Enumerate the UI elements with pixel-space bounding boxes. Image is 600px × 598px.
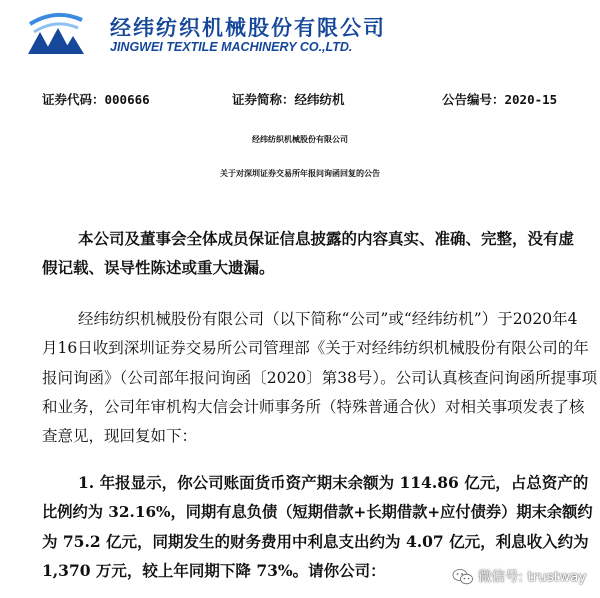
wechat-icon: [452, 568, 474, 586]
document-title-company: 经纬纺织机械股份有限公司: [252, 134, 348, 144]
body-line-1: 经纬纺织机械股份有限公司（以下简称“公司”或“经纬纺机”）于2020年4: [78, 310, 578, 328]
body-line-4: 和业务，公司年审机构大信会计师事务所（特殊普通合伙）对相关事项发表了核: [42, 398, 585, 416]
body-line-5: 查意见，现回复如下：: [42, 427, 198, 445]
question-line-2: 比例约为 32.16%，同期有息负债（短期借款+长期借款+应付债券）期末余额约: [42, 503, 593, 521]
question-line-4: 1,370 万元，较上年同期下降 73%。请你公司：: [42, 561, 386, 580]
wechat-watermark: [452, 565, 586, 587]
body-line-2: 月16日收到深圳证券交易所公司管理部《关于对经纬纺织机械股份有限公司的年: [42, 339, 589, 357]
stock-code: 证券代码：000666: [42, 92, 150, 107]
statement-line-1: 本公司及董事会全体成员保证信息披露的内容真实、准确、完整，没有虚: [78, 229, 575, 248]
company-name-cn: 经纬纺织机械股份有限公司: [110, 16, 386, 40]
question-line-1: 1. 年报显示，你公司账面货币资产期末余额为 114.86 亿元，占总资产的: [78, 473, 589, 492]
stock-name: 证券简称：经纬纺机: [232, 92, 345, 107]
watermark-text: 微信号: trustway: [478, 569, 587, 585]
document-title-subject: 关于对深圳证券交易所年报问询函回复的公告: [220, 168, 380, 178]
company-name-en: JINGWEI TEXTILE MACHINERY CO.,LTD.: [110, 40, 353, 54]
question-line-3: 为 75.2 亿元，同期发生的财务费用中利息支出约为 4.07 亿元，利息收入约为: [42, 532, 589, 551]
statement-line-2: 假记载、误导性陈述或重大遗漏。: [42, 258, 275, 277]
body-line-3: 报问询函》（公司部年报问询函〔2020〕第38号）。公司认真核查问询函所提事项: [42, 369, 598, 387]
notice-number: 公告编号：2020-15: [442, 92, 558, 107]
company-header: [26, 10, 586, 58]
company-logo: [26, 10, 86, 56]
